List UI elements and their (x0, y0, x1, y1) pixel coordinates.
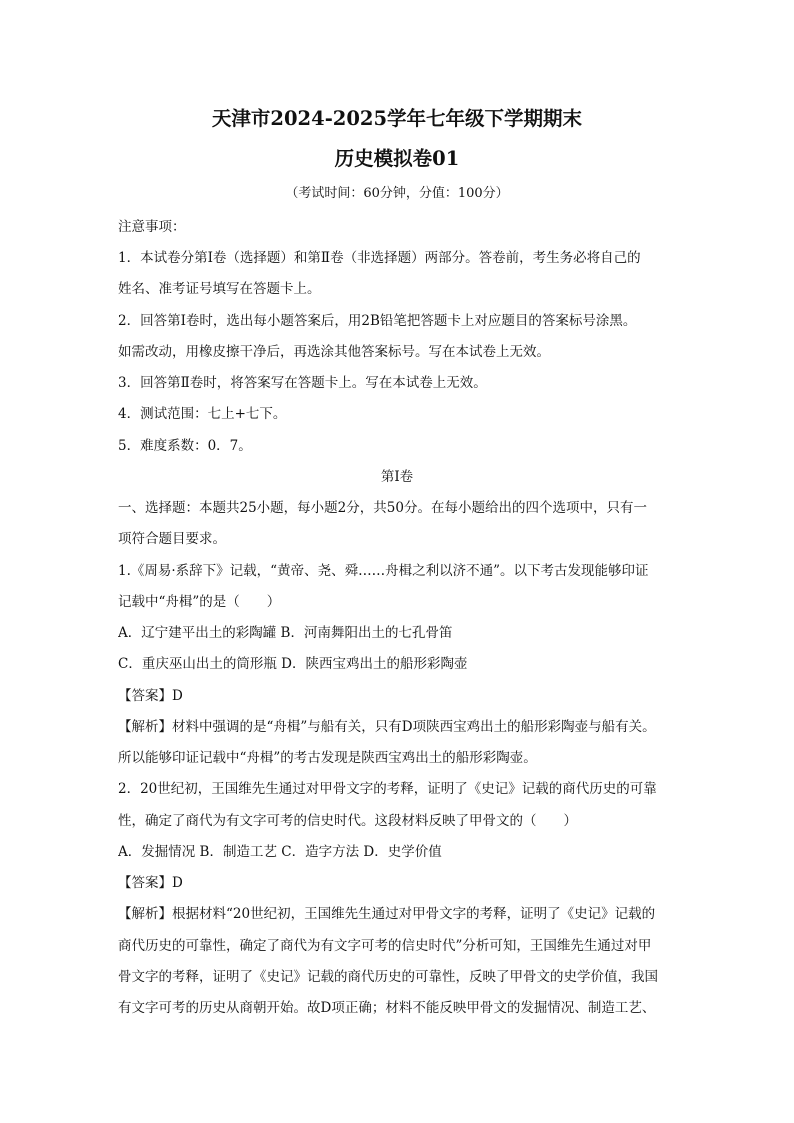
section-instructions: 项符合题目要求。 (118, 531, 226, 547)
section-label: 第Ⅰ卷 (380, 469, 414, 485)
question-stem: 2．20世纪初，王国维先生通过对甲骨文字的考释，证明了《史记》记载的商代历史的可靠 (118, 781, 657, 797)
question-options: A．辽宁建平出土的彩陶罐 B．河南舞阳出土的七孔骨笛 (118, 625, 453, 641)
answer: 【答案】D (118, 688, 183, 704)
analysis: 所以能够印证记载中“舟楫”的考古发现是陕西宝鸡出土的船形彩陶壶。 (118, 750, 537, 766)
question-stem: 记载中“舟楫”的是（ ） (118, 594, 281, 610)
notes-line: 3．回答第Ⅱ卷时，将答案写在答题卡上。写在本试卷上无效。 (118, 375, 487, 391)
notes-line: 4．测试范围：七上+七下。 (118, 406, 287, 422)
question-stem: 1.《周易·系辞下》记载，“黄帝、尧、舜……舟楫之利以济不通”。以下考古发现能够印证 (118, 563, 649, 579)
exam-info: （考试时间：60分钟，分值：100分） (285, 186, 509, 201)
page-subtitle: 历史模拟卷01 (334, 147, 460, 170)
notes-heading: 注意事项： (118, 219, 186, 235)
notes-line: 2．回答第Ⅰ卷时，选出每小题答案后，用2B铅笔把答题卡上对应题目的答案标号涂黑。 (118, 313, 637, 329)
section-instructions: 一、选择题：本题共25小题，每小题2分，共50分。在每小题给出的四个选项中，只有一 (118, 500, 647, 516)
question-options: A．发掘情况 B．制造工艺 C．造字方法 D．史学价值 (118, 844, 442, 860)
answer: 【答案】D (118, 875, 183, 891)
analysis: 骨文字的考释，证明了《史记》记载的商代历史的可靠性，反映了甲骨文的史学价值，我国 (118, 969, 658, 985)
question-stem: 性，确定了商代为有文字可考的信史时代。这段材料反映了甲骨文的（ ） (118, 813, 577, 829)
notes-line: 5．难度系数：0．7。 (118, 438, 252, 454)
analysis: 商代历史的可靠性，确定了商代为有文字可考的信史时代”分析可知，王国维先生通过对甲 (118, 938, 652, 954)
question-options: C．重庆巫山出土的筒形瓶 D．陕西宝鸡出土的船形彩陶壶 (118, 656, 468, 672)
notes-line: 1．本试卷分第Ⅰ卷（选择题）和第Ⅱ卷（非选择题）两部分。答卷前，考生务必将自己的 (118, 250, 641, 266)
page-title: 天津市2024-2025学年七年级下学期期末 (211, 107, 583, 130)
notes-line: 如需改动，用橡皮擦干净后，再选涂其他答案标号。写在本试卷上无效。 (118, 344, 550, 360)
analysis: 有文字可考的历史从商朝开始。故D项正确；材料不能反映甲骨文的发掘情况、制造工艺、 (118, 1000, 656, 1016)
analysis: 【解析】根据材料“20世纪初，王国维先生通过对甲骨文字的考释，证明了《史记》记载的 (118, 906, 656, 922)
notes-line: 姓名、准考证号填写在答题卡上。 (118, 281, 321, 297)
analysis: 【解析】材料中强调的是“舟楫”与船有关，只有D项陕西宝鸡出土的船形彩陶壶与船有关。 (118, 719, 656, 735)
